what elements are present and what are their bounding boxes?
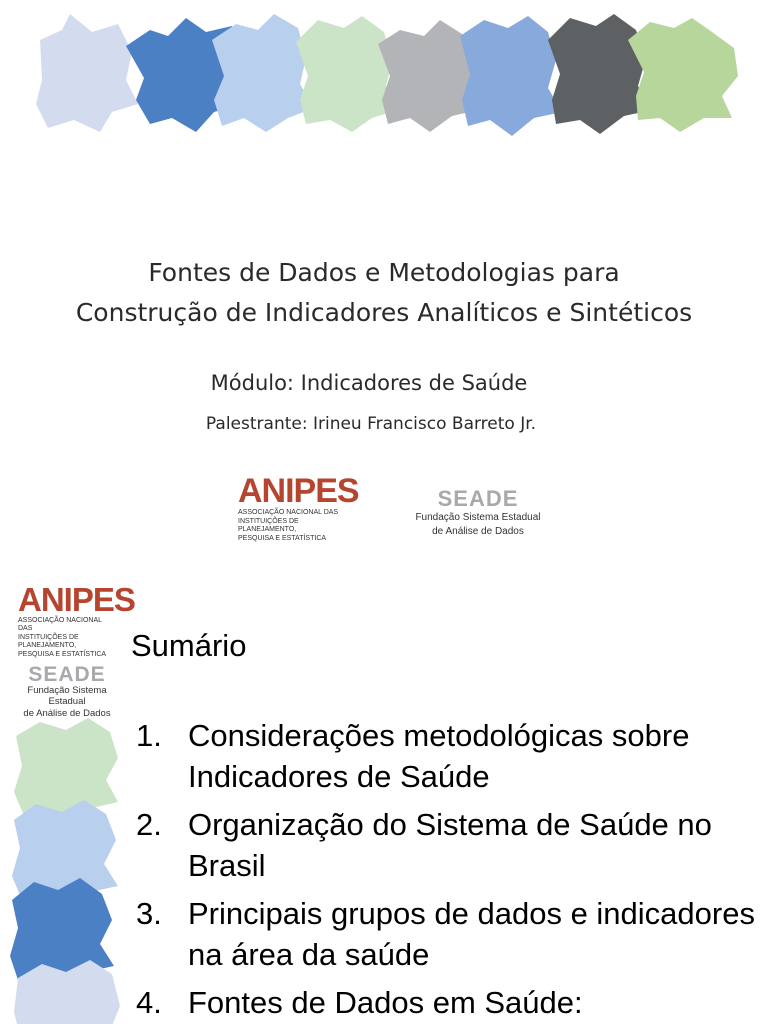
list-item [136,715,756,797]
list-item [136,982,756,1023]
anipes-logo-line-3: PESQUISA E ESTATÍSTICA [18,651,107,659]
list-item-text: Fontes de Dados em Saúde: [188,985,583,1020]
anipes-logo-line-2: INSTITUIÇÕES DE PLANEJAMENTO, [238,518,299,534]
list-item-number: 4. [136,985,162,1020]
banner-shape-light-blue [212,14,314,132]
list-item [136,893,756,975]
title-line-1: Fontes de Dados e Metodologias para [148,258,620,287]
seade-logo-line-1: Fundação Sistema Estadual [415,512,541,523]
speaker-name: Palestrante: Irineu Francisco Barreto Jr. [205,414,537,434]
seade-logo-line-1: Fundação Sistema Estadual [27,685,107,707]
title-line-2: Construção de Indicadores Analíticos e Sintéticos [75,298,693,327]
anipes-logo-line-1: ASSOCIAÇÃO NACIONAL DAS [18,617,102,633]
summary-slide [0,576,768,1024]
list-item-text: Considerações metodológicas sobre Indicadores de Saúde [188,718,690,794]
anipes-logo-line-1: ASSOCIAÇÃO NACIONAL DAS [238,509,339,516]
list-item-number: 3. [136,896,162,931]
seade-logo-small [8,664,126,720]
decorative-side-strip [0,716,125,1024]
banner-shape-pale-blue [36,14,138,132]
summary-list [136,715,756,1024]
list-item [136,804,756,886]
anipes-logo-small [18,581,135,659]
anipes-logo-line-3: PESQUISA E ESTATÍSTICA [238,535,327,543]
seade-logo-line-2: de Análise de Dados [23,707,111,719]
list-item-number: 1. [136,718,162,753]
summary-heading: Sumário [131,628,247,663]
seade-logo [408,488,548,537]
banner-shape-mid-blue [460,16,562,136]
anipes-logo-word: ANIPES [18,581,135,618]
seade-logo-word: SEADE [437,486,519,511]
anipes-logo-word: ANIPES [238,472,359,510]
seade-logo-line-2: de Análise de Dados [432,525,524,537]
module-subtitle: Módulo: Indicadores de Saúde [210,371,528,395]
banner-shape-light-green [296,16,398,132]
list-item-text: Principais grupos de dados e indicadores na área da saúde [188,896,755,972]
side-shape-light-green [14,718,118,822]
banner-shape-dark-gray [548,14,652,134]
list-item-number: 2. [136,807,162,842]
banner-shape-olive-green [628,18,738,132]
anipes-logo [238,472,359,543]
anipes-logo-line-2: INSTITUIÇÕES DE PLANEJAMENTO, [18,634,79,650]
list-item-text: Organização do Sistema de Saúde no Brasil [188,807,712,883]
seade-logo-word: SEADE [28,663,106,686]
decorative-banner [0,0,768,150]
